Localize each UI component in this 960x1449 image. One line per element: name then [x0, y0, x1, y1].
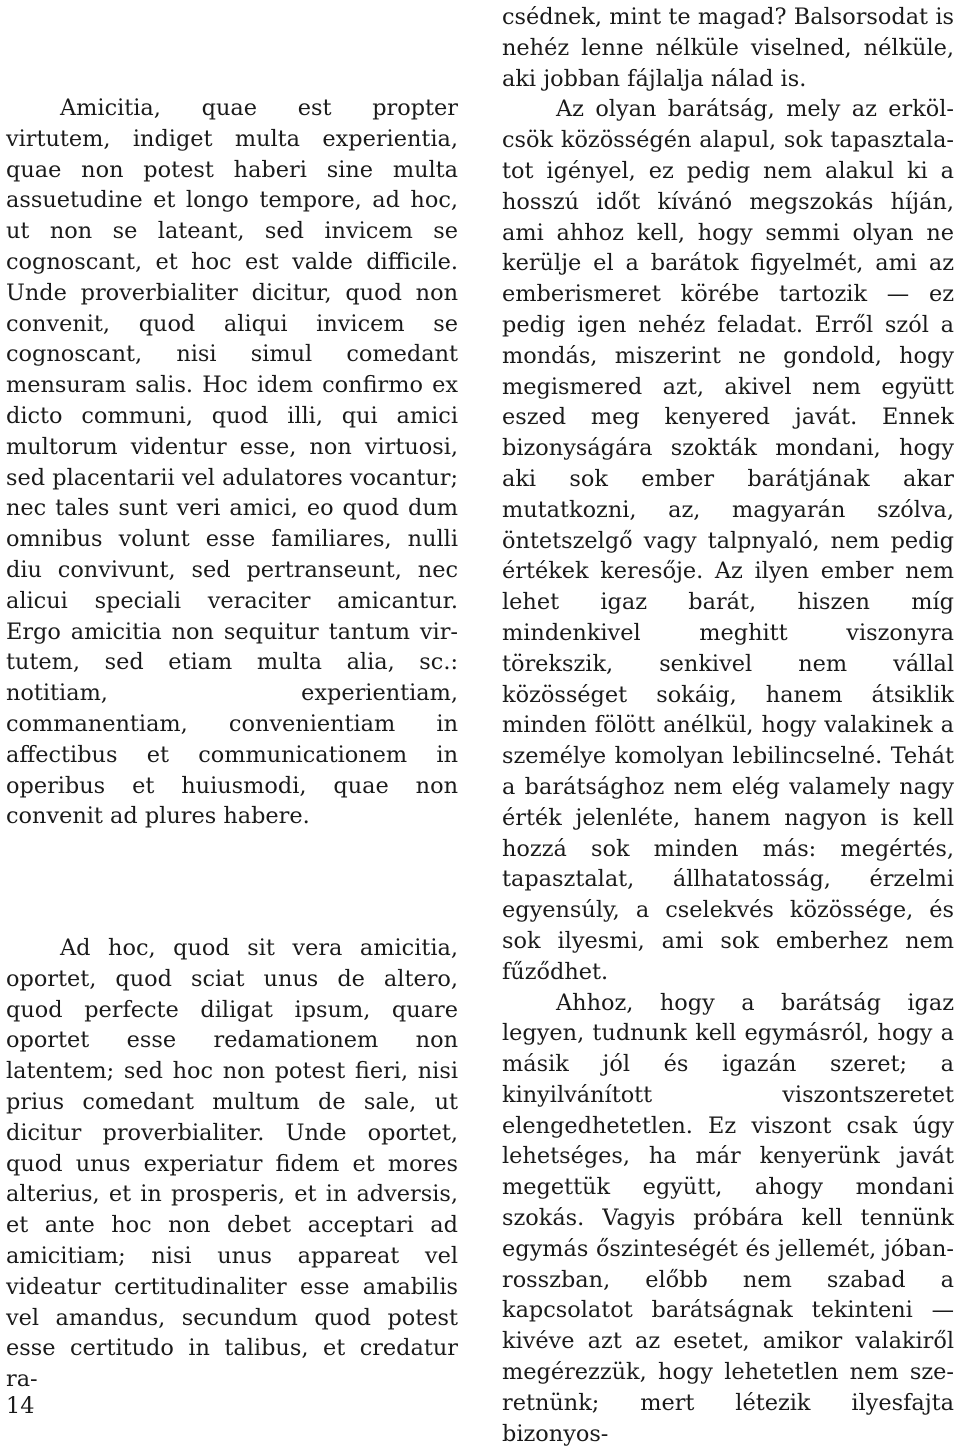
hungarian-paragraph: Az olyan barátság, mely az erkölcsök közösségén alapul, sok tapasztalatot igényel, ez pedig nem alakul ki a hosszú időt kívánó megszokás híján, ami ahhoz kell, hogy semmi olyan ne kerülje el a barátok figyelmét, ami az emberismeret körébe tartozik — ez pedig igen nehéz feladat. Erről szól a mondás, miszerint ne gondold, hogy megismered azt, akivel nem együtt eszed meg kenyered javát. Ennek bizonyságára szokták mondani, hogy aki sok ember barátjának akar mutatkozni, az, magyarán szólva, öntetszelgő vagy talpnyaló, nem pedig értékek keresője. Az ilyen ember nem lehet igaz barát, hiszen míg mindenkivel meghitt viszonyra törekszik, senkivel nem vállal közösséget sokáig, hanem átsiklik minden fölött anélkül, hogy valakinek a személye komolyan lebilincselné. Tehát a barátsághoz nem elég valamely nagy érték jelenléte, hanem nagyon is kell hozzá sok minden más: megértés, tapasztalat, állhatatosság, érzelmi egyensúly, a cselekvés közössége, és sok ilyesmi, ami sok emberhez nem fűződhet. [502, 94, 954, 987]
hungarian-continuation: csédnek, mint te magad? Balsorsodat is nehéz lenne nélküle viselned, nélküle, aki jobban fájlalja nálad is. [502, 2, 954, 94]
hungarian-paragraph: Ahhoz, hogy a barátság igaz legyen, tudnunk kell egymásról, hogy a másik jól és igazán szeret; a kinyilvánított viszontszeretet elengedhetetlen. Ez viszont csak úgy lehetséges, ha már kenyerünk javát megettük együtt, ahogy mondani szokás. Vagyis próbára kell tennünk egymás őszinteségét és jellemét, jóban-rosszban, előbb nem szabad a kapcsolatot barátságnak tekinteni — kivéve azt az esetet, amikor valakiről megérezzük, hogy lehetetlen nem szeretnünk; mert létezik ilyesfajta bizonyos- [502, 988, 954, 1449]
latin-paragraph: Amicitia, quae est propter virtutem, indiget multa experientia, quae non potest haberi sine multa assuetudine et longo tempore, ad hoc, ut non se lateant, sed invicem se cognoscant, et hoc est valde difficile. Unde proverbialiter dicitur, quod non convenit, quod aliqui invicem se cognoscant, nisi simul comedant mensuram salis. Hoc idem confirmo ex dicto communi, quod illi, qui amici multorum videntur esse, non virtuosi, sed placentarii vel adulatores vocantur; nec tales sunt veri amici, eo quod dum omnibus volunt esse familiares, nulli diu convivunt, sed pertranseunt, nec alicui speciali veraciter amicantur. Ergo amicitia non sequitur tantum virtutem, sed etiam multa alia, sc.: notitiam, experientiam, commanentiam, convenientiam in affectibus et communicationem in operibus et huiusmodi, quae non convenit ad plures habere. [6, 93, 458, 832]
latin-column-top [6, 93, 458, 832]
hungarian-column [502, 2, 954, 1449]
latin-column-bottom [6, 933, 458, 1395]
latin-paragraph: Ad hoc, quod sit vera amicitia, oportet, quod sciat unus de altero, quod perfecte diligat ipsum, quare oportet esse redamationem non latentem; sed hoc non potest fieri, nisi prius comedant multum de sale, ut dicitur proverbialiter. Unde oportet, quod unus experiatur fidem et mores alterius, et in prosperis, et in adversis, et ante hoc non debet acceptari ad amicitiam; nisi unus appareat vel videatur certitudinaliter esse amabilis vel amandus, secundum quod potest esse certitudo in talibus, et credatur ra- [6, 933, 458, 1395]
page-number: 14 [6, 1392, 35, 1420]
